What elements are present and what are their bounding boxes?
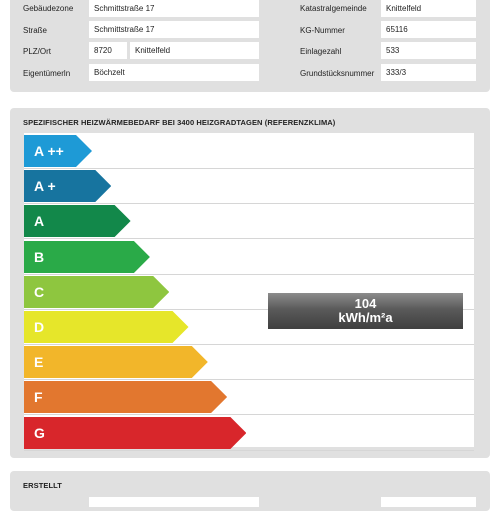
- scale-gridline: [24, 414, 474, 415]
- info-value: Schmittstraße 17: [89, 21, 259, 38]
- created-field: [89, 497, 259, 507]
- energy-class-label: C: [34, 283, 45, 300]
- heating-demand-unit: kWh/m²a: [338, 310, 393, 325]
- energy-class-arrow: [24, 311, 189, 343]
- scale-gridline: [24, 344, 474, 345]
- info-label: PLZ/Ort: [23, 47, 52, 56]
- heating-demand-value: 104: [354, 296, 377, 311]
- energy-class-arrow: [24, 381, 227, 413]
- energy-class-label: A +: [34, 178, 56, 195]
- info-value: 333/3: [381, 64, 476, 81]
- info-value: Knittelfeld: [381, 0, 476, 17]
- energy-class-aplusplus: [24, 135, 92, 167]
- energy-class-arrow: [24, 417, 246, 449]
- energy-class-g: [24, 417, 246, 449]
- energy-class-d: [24, 311, 189, 343]
- energy-class-arrow: [24, 346, 208, 378]
- info-label: Einlagezahl: [300, 47, 342, 56]
- energy-class-a: [24, 205, 131, 237]
- scale-gridline: [24, 168, 474, 169]
- info-label: Katastralgemeinde: [300, 4, 367, 13]
- heating-demand-value-box: [268, 293, 463, 329]
- info-label: Gebäudezone: [23, 4, 74, 13]
- energy-class-label: G: [34, 424, 45, 441]
- scale-gridline: [24, 450, 474, 451]
- energy-class-label: E: [34, 354, 44, 371]
- energy-class-arrow-shape: [24, 417, 246, 449]
- energy-class-arrow-shape: [24, 346, 208, 378]
- scale-gridline: [24, 379, 474, 380]
- energy-class-label: B: [34, 248, 45, 265]
- info-label: Eigentümerln: [23, 69, 71, 78]
- energy-class-c: [24, 276, 169, 308]
- info-value-plz: 8720: [89, 42, 127, 59]
- info-value: 65116: [381, 21, 476, 38]
- energy-class-label: F: [34, 389, 43, 406]
- info-value: Schmittstraße 17: [89, 0, 259, 17]
- energy-class-arrow-shape: [24, 276, 169, 308]
- info-value-ort: Knittelfeld: [130, 42, 259, 59]
- energy-class-label: A: [34, 213, 45, 230]
- energy-class-f: [24, 381, 227, 413]
- created-section-title: ERSTELLT: [23, 481, 62, 490]
- info-value: 533: [381, 42, 476, 59]
- info-label: Grundstücksnummer: [300, 69, 375, 78]
- energy-class-label: D: [34, 319, 45, 335]
- scale-gridline: [24, 203, 474, 204]
- energy-class-arrow-shape: [24, 311, 189, 343]
- energy-class-b: [24, 241, 150, 273]
- energy-class-arrow: [24, 276, 169, 308]
- energy-class-aplus: [24, 170, 111, 202]
- energy-class-label: A ++: [34, 143, 64, 159]
- created-field: [381, 497, 476, 507]
- energy-class-e: [24, 346, 208, 378]
- info-label: KG-Nummer: [300, 26, 345, 35]
- energy-class-arrow-shape: [24, 381, 227, 413]
- scale-gridline: [24, 238, 474, 239]
- energy-section-title: SPEZIFISCHER HEIZWÄRMEBEDARF BEI 3400 HEIZGRADTAGEN (REFERENZKLIMA): [23, 118, 336, 127]
- info-value: Böchzelt: [89, 64, 259, 81]
- info-label: Straße: [23, 26, 48, 35]
